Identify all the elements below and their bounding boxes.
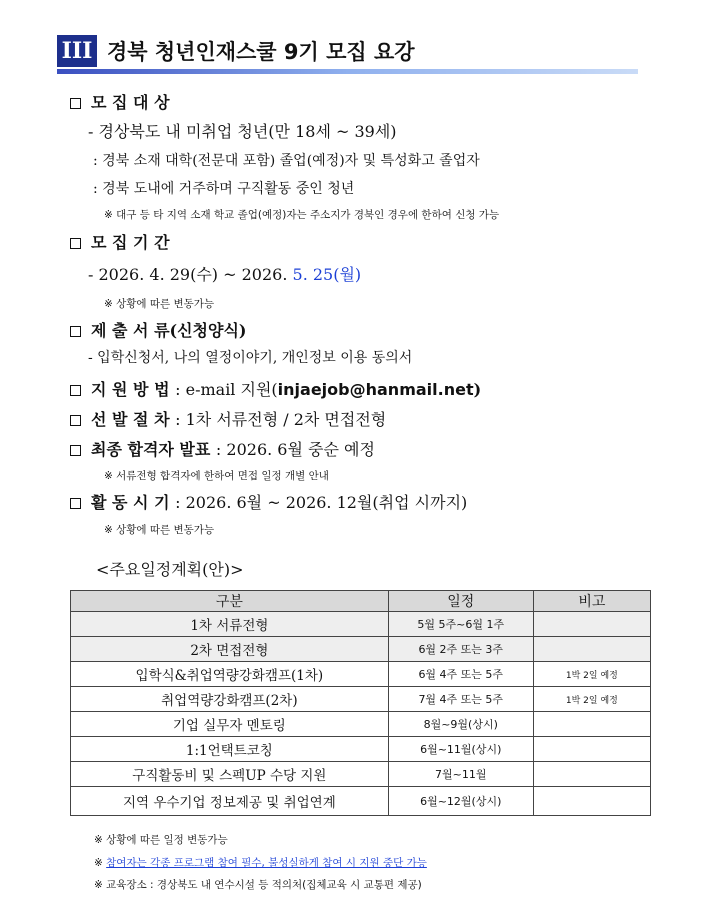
table-row — [71, 637, 651, 662]
row-category: 1:1언택트코칭 — [71, 737, 389, 762]
selection-text: : 1차 서류전형 / 2차 면접전형 — [175, 410, 387, 429]
checkbox-square-icon — [70, 98, 81, 109]
period-note: ※ 상황에 따른 변동가능 — [104, 298, 215, 310]
checkbox-square-icon — [70, 415, 81, 426]
method-close: ) — [473, 380, 482, 399]
footnote-mark: ※ — [94, 857, 103, 869]
schedule-table — [70, 590, 651, 816]
section-announcement-label: 최종 합격자 발표 — [91, 440, 211, 459]
section-selection — [70, 407, 386, 430]
checkbox-square-icon — [70, 326, 81, 337]
footnote-schedule-change: ※ 상황에 따른 일정 변동가능 — [94, 834, 228, 846]
row-category: 기업 실무자 멘토링 — [71, 712, 389, 737]
section-activity-label: 활 동 시 기 — [91, 493, 170, 512]
title-underline — [57, 69, 638, 74]
row-remarks: 1박 2일 예정 — [533, 687, 650, 712]
footnote-venue: ※ 교육장소 : 경상북도 내 연수시설 등 적의처(집체교육 시 교통편 제공) — [94, 879, 422, 891]
row-remarks — [533, 612, 650, 637]
section-period-label: 모 집 기 간 — [91, 233, 170, 252]
page-title: 경북 청년인재스쿨 9기 모집 요강 — [107, 40, 415, 64]
announcement-note: ※ 서류전형 합격자에 한하여 면접 일정 개별 안내 — [104, 470, 329, 482]
row-remarks — [533, 637, 650, 662]
table-row — [71, 762, 651, 787]
row-category: 구직활동비 및 스펙UP 수당 지원 — [71, 762, 389, 787]
section-documents-heading — [70, 318, 247, 341]
section-method-label: 지 원 방 법 — [91, 380, 170, 399]
period-main — [88, 262, 361, 285]
row-schedule: 5월 5주~6월 1주 — [388, 612, 533, 637]
method-text: : e-mail 지원( — [175, 380, 278, 399]
documents-main: - 입학신청서, 나의 열정이야기, 개인정보 이용 동의서 — [88, 350, 413, 366]
section-method — [70, 377, 481, 400]
row-schedule: 7월~11월 — [388, 762, 533, 787]
table-row — [71, 687, 651, 712]
row-remarks — [533, 712, 650, 737]
target-sub-2: : 경북 도내에 거주하며 구직활동 중인 청년 — [93, 181, 355, 197]
footnote-participation — [94, 855, 427, 870]
table-row — [71, 662, 651, 687]
row-remarks: 1박 2일 예정 — [533, 662, 650, 687]
checkbox-square-icon — [70, 498, 81, 509]
table-row — [71, 787, 651, 816]
column-header-schedule: 일정 — [388, 591, 533, 612]
section-documents-label: 제 출 서 류(신청양식) — [91, 321, 247, 340]
footnote-participation-text: 참여자는 각종 프로그램 참여 필수, 불성실하게 참여 시 지원 중단 가능 — [106, 857, 427, 869]
row-schedule: 7월 4주 또는 5주 — [388, 687, 533, 712]
checkbox-square-icon — [70, 445, 81, 456]
activity-text: : 2026. 6월 ~ 2026. 12월(취업 시까지) — [175, 493, 468, 512]
activity-note: ※ 상황에 따른 변동가능 — [104, 524, 215, 536]
section-activity — [70, 490, 467, 513]
column-header-category: 구분 — [71, 591, 389, 612]
row-category: 지역 우수기업 정보제공 및 취업연계 — [71, 787, 389, 816]
row-category: 입학식&취업역량강화캠프(1차) — [71, 662, 389, 687]
checkbox-square-icon — [70, 385, 81, 396]
row-remarks — [533, 762, 650, 787]
roman-numeral-badge: III — [57, 35, 97, 67]
row-schedule: 6월 4주 또는 5주 — [388, 662, 533, 687]
table-row — [71, 612, 651, 637]
period-range: - 2026. 4. 29(수) ~ 2026. — [88, 265, 288, 284]
row-remarks — [533, 787, 650, 816]
row-schedule: 6월~11월(상시) — [388, 737, 533, 762]
announcement-text: : 2026. 6월 중순 예정 — [215, 440, 375, 459]
target-note: ※ 대구 등 타 지역 소재 학교 졸업(예정)자는 주소지가 경북인 경우에 한하여 신청 가능 — [104, 209, 500, 221]
checkbox-square-icon — [70, 238, 81, 249]
target-sub-1: : 경북 소재 대학(전문대 포함) 졸업(예정)자 및 특성화고 졸업자 — [93, 153, 480, 169]
section-header — [57, 34, 415, 68]
table-row — [71, 737, 651, 762]
column-header-remarks: 비고 — [533, 591, 650, 612]
section-announcement — [70, 437, 375, 460]
row-schedule: 8월~9월(상시) — [388, 712, 533, 737]
period-deadline: 5. 25(월) — [292, 265, 362, 284]
section-target-label: 모 집 대 상 — [91, 93, 170, 112]
row-category: 2차 면접전형 — [71, 637, 389, 662]
row-schedule: 6월 2주 또는 3주 — [388, 637, 533, 662]
row-remarks — [533, 737, 650, 762]
section-target-heading — [70, 90, 170, 113]
schedule-caption: <주요일정계획(안)> — [96, 560, 244, 579]
row-category: 취업역량강화캠프(2차) — [71, 687, 389, 712]
row-schedule: 6월~12월(상시) — [388, 787, 533, 816]
section-selection-label: 선 발 절 차 — [91, 410, 170, 429]
email-address[interactable]: injaejob@hanmail.net — [277, 380, 474, 399]
table-header-row — [71, 591, 651, 612]
row-category: 1차 서류전형 — [71, 612, 389, 637]
section-period-heading — [70, 230, 170, 253]
target-main: - 경상북도 내 미취업 청년(만 18세 ~ 39세) — [88, 122, 397, 141]
table-row — [71, 712, 651, 737]
